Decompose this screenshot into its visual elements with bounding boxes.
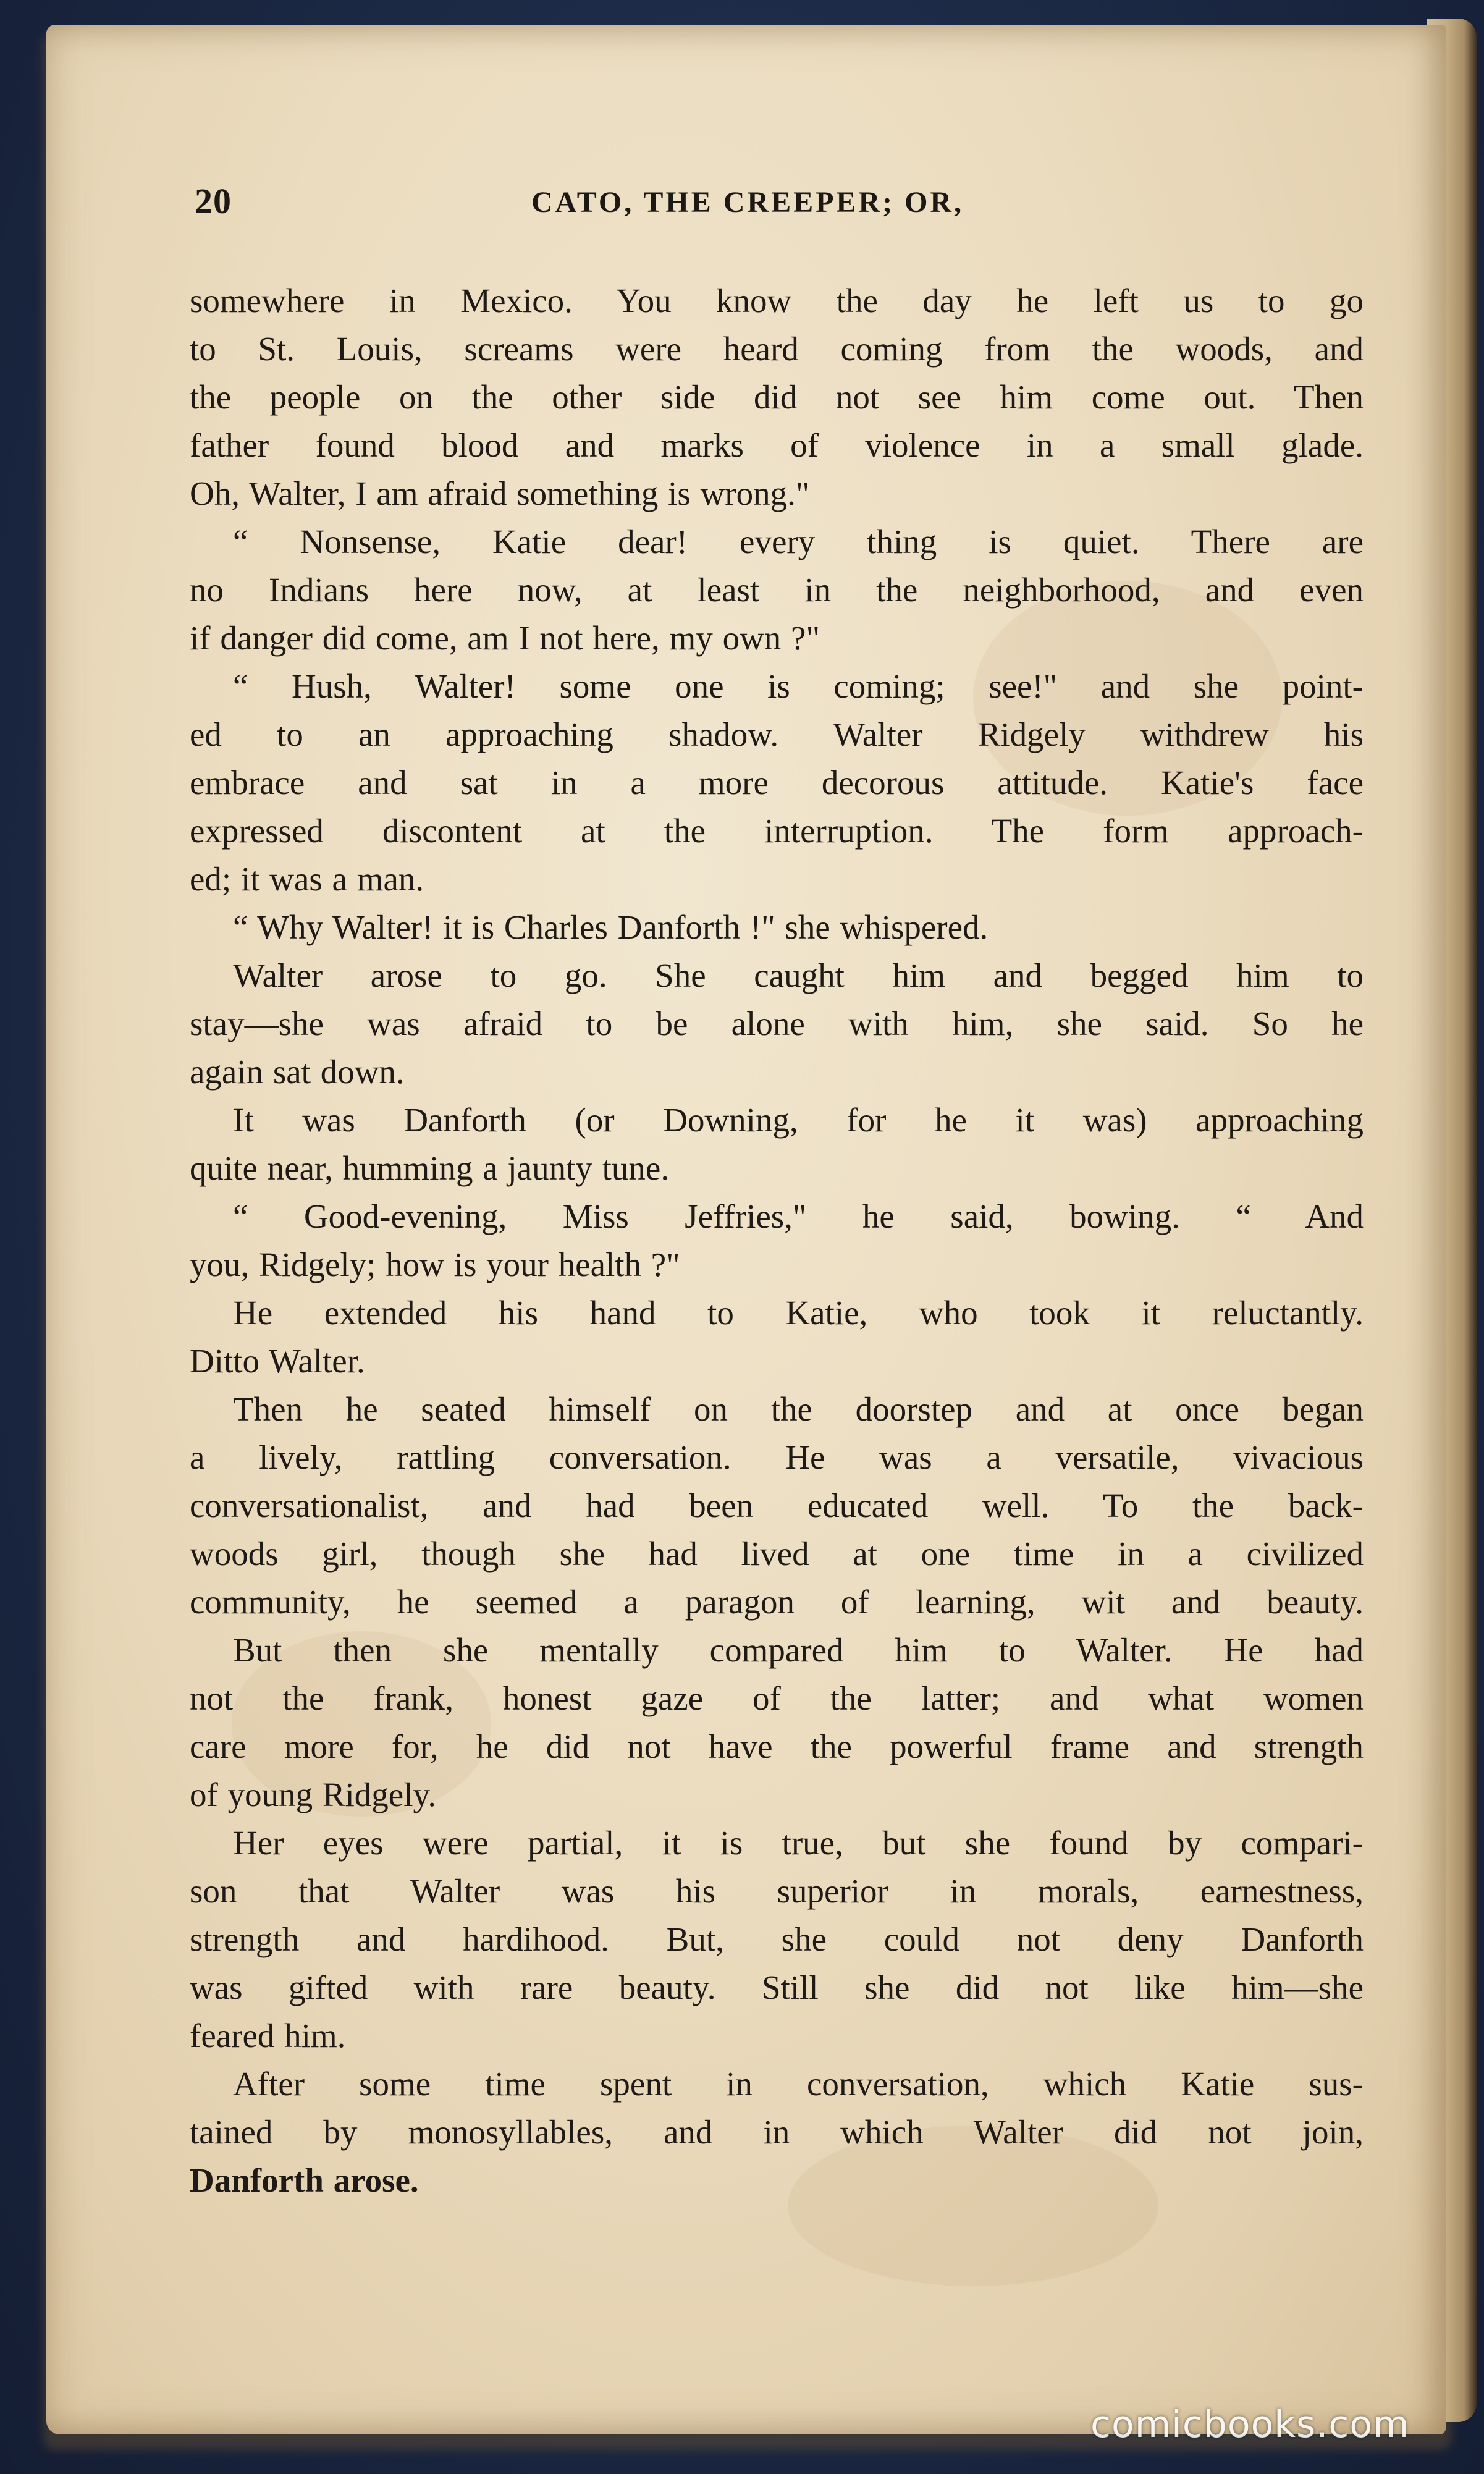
- watermark: comicbooks.com: [1090, 2403, 1410, 2446]
- text-line: a lively, rattling conversation. He was a versatile, vivacious: [190, 1438, 1364, 1476]
- text-line: Walter arose to go. She caught him and begged him to: [233, 956, 1364, 994]
- text-line: no Indians here now, at least in the neighborhood, and even: [190, 571, 1364, 609]
- text-line: of young Ridgely.: [190, 1776, 437, 1813]
- text-line: Ditto Walter.: [190, 1342, 365, 1380]
- text-line: ed to an approaching shadow. Walter Ridgely withdrew his: [190, 716, 1364, 753]
- text-line: “ Good-evening, Miss Jeffries," he said, bowing. “ And: [233, 1197, 1364, 1235]
- text-line: Danforth arose.: [190, 2161, 419, 2199]
- text-line: community, he seemed a paragon of learning, wit and beauty.: [190, 1583, 1364, 1621]
- text-line: “ Hush, Walter! some one is coming; see!" and she point-: [233, 667, 1364, 705]
- page-header: [195, 180, 1362, 230]
- text-line: quite near, humming a jaunty tune.: [190, 1149, 670, 1187]
- page-body-text: [190, 277, 1364, 2205]
- text-line: It was Danforth (or Downing, for he it was) approaching: [233, 1101, 1364, 1139]
- text-line: not the frank, honest gaze of the latter; and what women: [190, 1679, 1364, 1717]
- text-line: if danger did come, am I not here, my own ?": [190, 619, 820, 657]
- text-line: conversationalist, and had been educated well. To the back-: [190, 1487, 1364, 1524]
- text-line: He extended his hand to Katie, who took it reluctantly.: [233, 1294, 1364, 1332]
- text-line: care more for, he did not have the powerful frame and strength: [190, 1728, 1364, 1765]
- text-line: was gifted with rare beauty. Still she did not like him—she: [190, 1969, 1364, 2006]
- text-line: feared him.: [190, 2017, 346, 2054]
- text-line: tained by monosyllables, and in which Walter did not join,: [190, 2113, 1364, 2151]
- text-line: somewhere in Mexico. You know the day he left us to go: [190, 282, 1364, 319]
- text-line: to St. Louis, screams were heard coming from the woods, and: [190, 330, 1364, 368]
- text-line: After some time spent in conversation, which Katie sus-: [233, 2065, 1364, 2103]
- text-line: ed; it was a man.: [190, 860, 424, 898]
- text-line: you, Ridgely; how is your health ?": [190, 1246, 680, 1283]
- text-line: But then she mentally compared him to Walter. He had: [233, 1631, 1364, 1669]
- running-title: CATO, THE CREEPER; OR,: [531, 186, 964, 219]
- text-line: expressed discontent at the interruption. The form approach-: [190, 812, 1364, 850]
- text-line: “ Why Walter! it is Charles Danforth !" she whispered.: [233, 908, 989, 946]
- text-line: strength and hardihood. But, she could not deny Danforth: [190, 1920, 1364, 1958]
- text-line: embrace and sat in a more decorous attitude. Katie's face: [190, 764, 1364, 801]
- text-line: Then he seated himself on the doorstep and at once began: [233, 1390, 1364, 1428]
- text-line: “ Nonsense, Katie dear! every thing is quiet. There are: [233, 523, 1364, 560]
- text-line: son that Walter was his superior in morals, earnestness,: [190, 1872, 1364, 1910]
- page-number: 20: [195, 181, 232, 221]
- text-line: Her eyes were partial, it is true, but she found by compari-: [233, 1824, 1364, 1862]
- text-line: the people on the other side did not see him come out. Then: [190, 378, 1364, 416]
- text-line: Oh, Walter, I am afraid something is wrong.": [190, 475, 810, 512]
- text-line: woods girl, though she had lived at one time in a civilized: [190, 1535, 1364, 1573]
- text-line: father found blood and marks of violence in a small glade.: [190, 426, 1364, 464]
- text-line: stay—she was afraid to be alone with him, she said. So he: [190, 1005, 1364, 1042]
- text-line: again sat down.: [190, 1053, 405, 1091]
